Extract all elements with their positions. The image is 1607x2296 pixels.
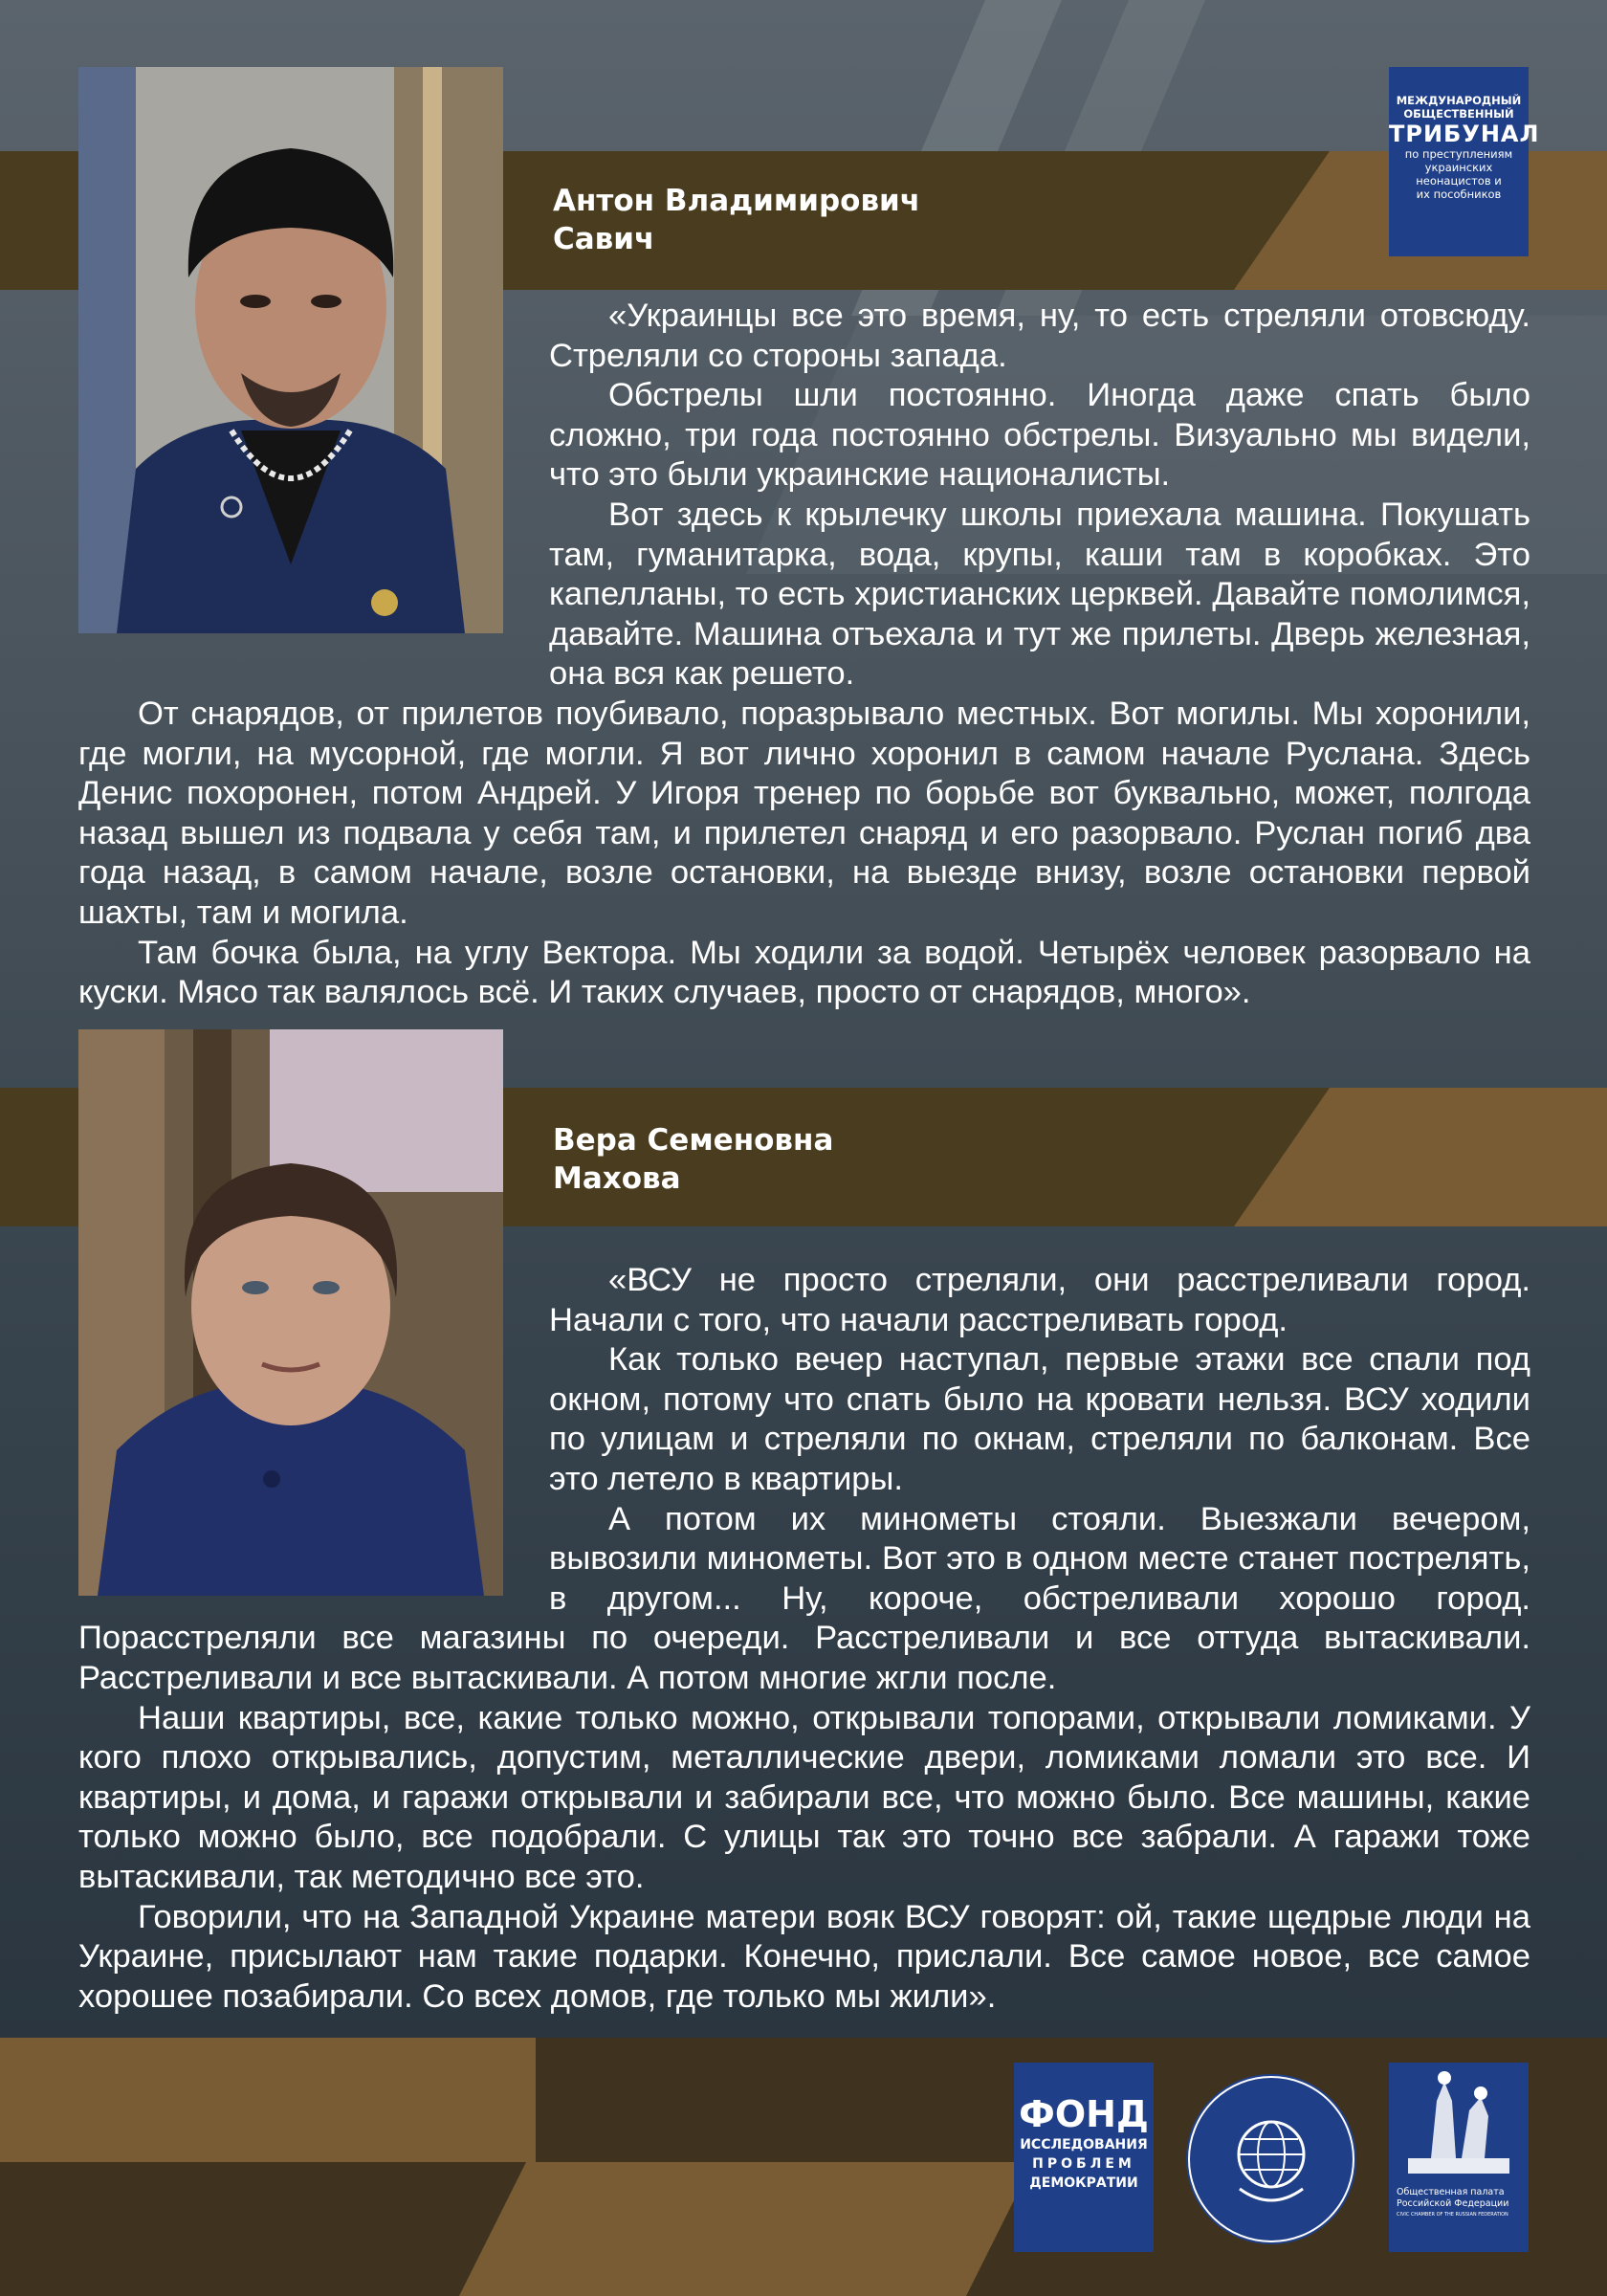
tribunal-logo-line5: украинских bbox=[1424, 161, 1493, 174]
monument-icon bbox=[1389, 2063, 1529, 2187]
globe-emblem-icon bbox=[1184, 2072, 1358, 2246]
footer-band-accent-2 bbox=[459, 2162, 1033, 2296]
fund-logo-line4: ДЕМОКРАТИИ bbox=[1029, 2175, 1138, 2191]
witness1-paragraph: «Украинцы все это время, ну, то есть стреляли отовсюду. Стреляли со стороны запада. bbox=[549, 298, 1530, 374]
tribunal-logo-line4: по преступлениям bbox=[1404, 147, 1513, 161]
tribunal-logo-line2: ОБЩЕСТВЕННЫЙ bbox=[1403, 107, 1514, 121]
witness2-name-last: Махова bbox=[553, 1161, 681, 1196]
tribunal-logo-line1: МЕЖДУНАРОДНЫЙ bbox=[1396, 94, 1522, 107]
witness2-paragraph: «ВСУ не просто стреляли, они расстреливали город. Начали с того, что начали расстреливать город. bbox=[549, 1262, 1530, 1338]
witness2-paragraph: Как только вечер наступал, первые этажи все спали под окном, потому что спать было на кровати нельзя. ВСУ ходили по улицам и стреляли по окнам, стреляли по балконам. Все это летело в квартиры. bbox=[549, 1341, 1530, 1497]
fund-logo-line3: ПРОБЛЕМ bbox=[1032, 2156, 1135, 2172]
civic-chamber-logo bbox=[1389, 2063, 1529, 2252]
fund-logo-line1: ФОНД bbox=[1019, 2093, 1149, 2135]
civic-chamber-line1: Общественная палата bbox=[1397, 2187, 1505, 2197]
footer-band-accent-1 bbox=[0, 2038, 536, 2162]
witness1-name-last: Савич bbox=[553, 222, 655, 256]
witness2-paragraph: Наши квартиры, все, какие только можно, открывали топорами, открывали ломиками. У кого плохо открывались, допустим, металлические двери, ломиками ломали это все. И квартиры, и дома, и гаражи открывали и забирали все, что можно было. Все машины, какие только можно было, все подобрали. С улицы так это точно все забрали. А гаражи тоже вытаскивали, так методично все это. bbox=[78, 1699, 1530, 1895]
witness1-quote bbox=[78, 297, 1530, 1013]
tribunal-logo bbox=[1389, 67, 1540, 256]
civic-chamber-line2: Российской Федерации bbox=[1397, 2198, 1509, 2209]
witness1-paragraph: Вот здесь к крылечку школы приехала машина. Покушать там, гуманитарка, вода, крупы, каши там в коробках. Это капелланы, то есть христианских церквей. Давайте помолимся, давайте. Машина отъехала и тут же прилеты. Дверь железная, она вся как решето. bbox=[549, 496, 1530, 693]
witness2-name-first: Вера Семеновна bbox=[553, 1123, 834, 1158]
witness1-paragraph: Обстрелы шли постоянно. Иногда даже спать было сложно, три года постоянно обстрелы. Визуально мы видели, что это были украинские националисты. bbox=[549, 377, 1530, 494]
witness1-name bbox=[553, 182, 920, 258]
fund-logo bbox=[1014, 2063, 1154, 2252]
tribunal-logo-line7: их пособников bbox=[1416, 188, 1502, 201]
fund-logo-line2: ИССЛЕДОВАНИЯ bbox=[1020, 2137, 1148, 2152]
witness1-paragraph: Там бочка была, на углу Вектора. Мы ходили за водой. Четырёх человек разорвало на куски. Мясо так валялось всё. И таких случаев, просто от снарядов, много». bbox=[78, 934, 1530, 1011]
civic-chamber-line3: CIVIC CHAMBER OF THE RUSSIAN FEDERATION bbox=[1397, 2212, 1508, 2218]
witness2-name bbox=[553, 1121, 833, 1198]
tribunal-logo-line6: неонацистов и bbox=[1416, 174, 1502, 188]
tribunal-logo-line3: ТРИБУНАЛ bbox=[1389, 121, 1540, 147]
compatriots-fund-logo bbox=[1184, 2072, 1358, 2246]
witness2-paragraph: А потом их минометы стояли. Выезжали вечером, вывозили минометы. Вот это в одном месте станет пострелять, в другом... Ну, короче, обстреливали хорошо город. Порасстреляли все магазины по очереди. Расстреливали и все оттуда вытаскивали. Расстреливали и все вытаскивали. А потом многие жгли после. bbox=[78, 1500, 1530, 1696]
witness2-quote bbox=[78, 1261, 1530, 2017]
witness2-paragraph: Говорили, что на Западной Украине матери вояк ВСУ говорят: ой, такие щедрые люди на Украине, присылают нам такие подарки. Конечно, прислали. Все самое новое, все самое хорошее позабирали. Со всех домов, где только мы жили». bbox=[78, 1898, 1530, 2015]
witness1-paragraph: От снарядов, от прилетов поубивало, поразрывало местных. Вот могилы. Мы хоронили, где могли, на мусорной, где могли. Я вот лично хоронил в самом начале Руслана. Здесь Денис похоронен, потом Андрей. У Игоря тренер по борьбе вот буквально, может, полгода назад вышел из подвала у себя там, и прилетел снаряд и его разорвало. Руслан погиб два года назад, в самом начале, возле остановки, на выезде внизу, возле остановки первой шахты, там и могила. bbox=[78, 695, 1530, 931]
witness1-name-first: Антон Владимирович bbox=[553, 184, 921, 218]
